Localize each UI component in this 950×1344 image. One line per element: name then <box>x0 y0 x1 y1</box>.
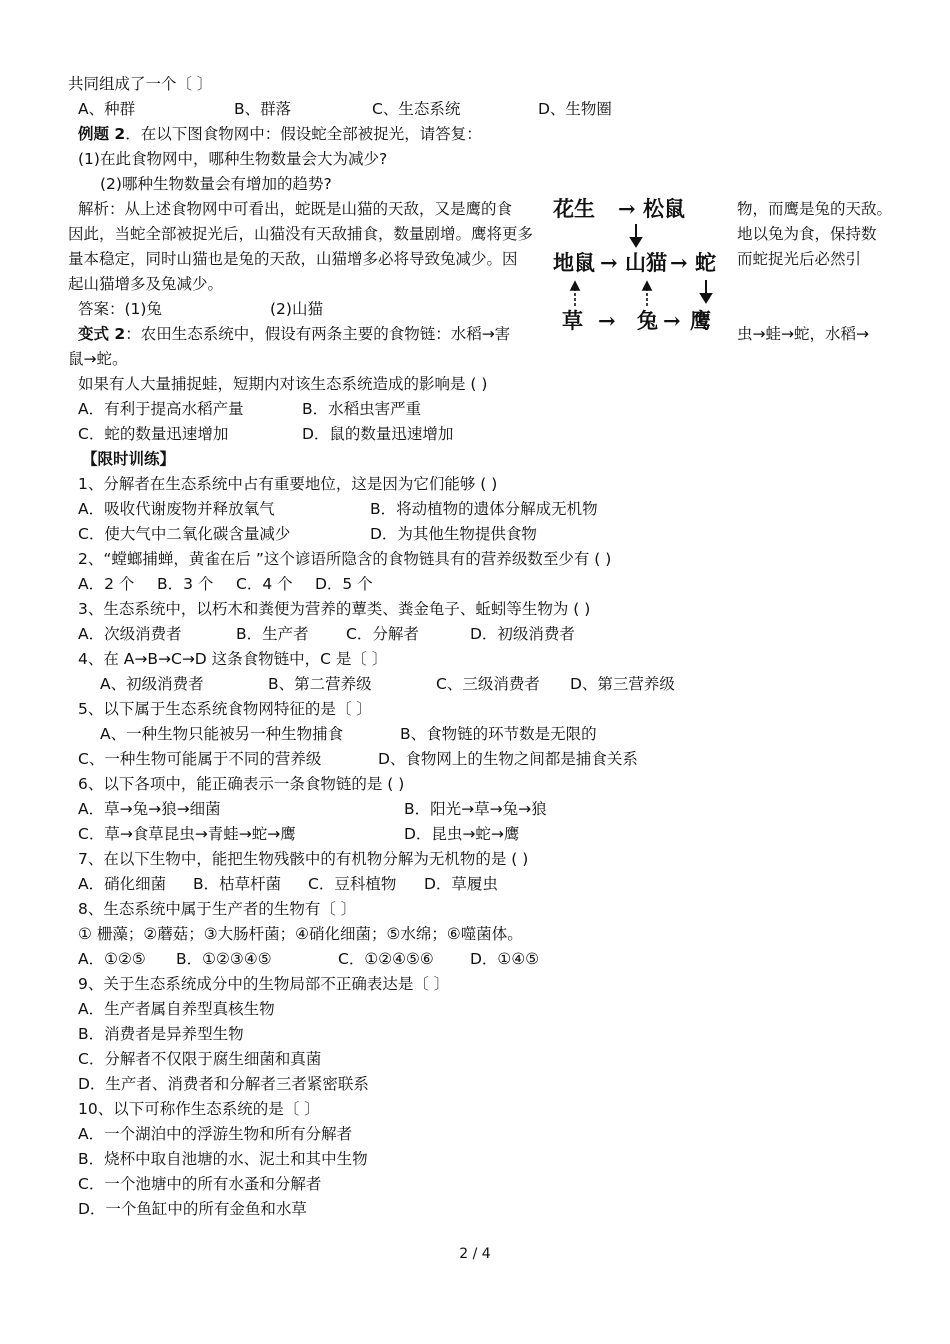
variant2-options-row-1 <box>0 399 950 419</box>
option-a: A．次级消费者 <box>78 625 182 643</box>
option-b: B、第二营养级 <box>268 675 372 693</box>
analysis-line-3-left: 量本稳定，同时山猫也是兔的天敌，山猫增多必将导致兔减少。因 <box>68 250 518 268</box>
q1-options-row-2 <box>0 524 950 544</box>
q1-stem: 1、分解者在生态系统中占有重要地位，这是因为它们能够 ( ) <box>78 475 498 493</box>
option-b: B、群落 <box>234 100 292 118</box>
q9-option-d: D．生产者、消费者和分解者三者紧密联系 <box>78 1075 369 1093</box>
answer-1: 答案：(1)兔 <box>78 300 162 318</box>
arrow-grass-gopher <box>571 282 579 306</box>
option-d: D．①④⑤ <box>470 950 540 968</box>
option-d: D、生物圈 <box>538 100 612 118</box>
node-lynx: 山猫 <box>625 250 667 275</box>
option-c: C．①②④⑤⑥ <box>338 950 434 968</box>
option-c: C．4 个 <box>236 575 293 593</box>
option-a: A．有利于提高水稻产量 <box>78 400 244 418</box>
example2-q1: (1)在此食物网中，哪种生物数量会大为减少? <box>78 150 388 168</box>
option-c: C．蛇的数量迅速增加 <box>78 425 229 443</box>
q5-options-row-1 <box>0 724 950 744</box>
q7-options <box>0 874 950 894</box>
q3-options <box>0 624 950 644</box>
food-web-diagram <box>550 190 730 340</box>
node-gopher: 地鼠 <box>553 250 595 275</box>
example2-answer <box>0 299 950 319</box>
q3-stem: 3、生态系统中，以朽木和粪便为营养的蕈类、粪金龟子、蚯蚓等生物为 ( ) <box>78 600 591 618</box>
node-grass: 草 <box>562 308 583 333</box>
option-c: C．使大气中二氧化碳含量减少 <box>78 525 291 543</box>
q10-option-d: D．一个鱼缸中的所有金鱼和水草 <box>78 1200 307 1218</box>
intro-options <box>0 99 950 119</box>
q7-stem: 7、在以下生物中，能把生物残骸中的有机物分解为无机物的是 ( ) <box>78 850 529 868</box>
q8-stem: 8、生态系统中属于生产者的生物有〔 〕 <box>78 900 357 918</box>
analysis-line-2-left: 因此，当蛇全部被捉光后，山猫没有天敌捕食，数量剧增。鹰将更多 <box>68 225 534 243</box>
q9-option-b: B．消费者是异养型生物 <box>78 1025 244 1043</box>
analysis-line-1-right: 物，而鹰是兔的天敌。 <box>737 200 893 218</box>
option-a: A、一种生物只能被另一种生物捕食 <box>100 725 344 743</box>
analysis-line-4-left: 起山猫增多及兔减少。 <box>68 275 224 293</box>
variant2-stem-right: 虫→蛙→蛇，水稻→ <box>737 325 869 343</box>
example2-label: 例题 2 <box>78 125 126 143</box>
q9-option-a: A．生产者属自养型真核生物 <box>78 1000 275 1018</box>
q10-option-a: A．一个湖泊中的浮游生物和所有分解者 <box>78 1125 353 1143</box>
option-a: A．草→兔→狼→细菌 <box>78 800 221 818</box>
q9-option-c: C．分解者不仅限于腐生细菌和真菌 <box>78 1050 322 1068</box>
analysis-line-1-left: 解析：从上述食物网中可看出，蛇既是山猫的天敌，又是鹰的食 <box>78 200 513 218</box>
option-c: C、生态系统 <box>372 100 461 118</box>
variant2-question: 如果有人大量捕捉蛙，短期内对该生态系统造成的影响是 ( ) <box>78 375 488 393</box>
option-b: B．阳光→草→兔→狼 <box>404 800 547 818</box>
q8-options <box>0 949 950 969</box>
option-a: A．①②⑤ <box>78 950 146 968</box>
arrow-rabbit-eagle: → <box>663 308 681 333</box>
example2-q2: (2)哪种生物数量会有增加的趋势? <box>100 175 332 193</box>
option-b: B．生产者 <box>236 625 309 643</box>
arrow-peanut-squirrel: → <box>618 196 636 221</box>
node-squirrel: 松鼠 <box>643 196 685 221</box>
q9-stem: 9、关于生态系统成分中的生物局部不正确表达是〔 〕 <box>78 975 450 993</box>
q10-stem: 10、以下可称作生态系统的是〔 〕 <box>78 1100 320 1118</box>
page-number: 2 / 4 <box>459 1246 491 1262</box>
variant2-label: 变式 2 <box>78 325 126 343</box>
node-peanut: 花生 <box>553 196 595 221</box>
option-a: A．吸收代谢废物并释放氧气 <box>78 500 275 518</box>
option-c: C、一种生物可能属于不同的营养级 <box>78 750 322 768</box>
q-tail: 共同组成了一个〔 〕 <box>68 75 213 93</box>
variant2-stem-cont: 鼠→蛇。 <box>68 350 128 368</box>
option-d: D、第三营养级 <box>570 675 675 693</box>
option-b: B．将动植物的遗体分解成无机物 <box>370 500 598 518</box>
arrow-lynx-snake: → <box>670 250 688 275</box>
q5-options-row-2 <box>0 749 950 769</box>
q6-stem: 6、以下各项中，能正确表示一条食物链的是 ( ) <box>78 775 405 793</box>
option-c: C．豆科植物 <box>308 875 397 893</box>
option-c: C．分解者 <box>346 625 419 643</box>
arrow-gopher-lynx: → <box>600 250 618 275</box>
option-b: B．枯草杆菌 <box>193 875 282 893</box>
option-b: B．①②③④⑤ <box>176 950 272 968</box>
q10-option-c: C．一个池塘中的所有水蚤和分解者 <box>78 1175 322 1193</box>
arrow-snake-eagle <box>701 280 711 302</box>
q6-options-row-2 <box>0 824 950 844</box>
example2-stem-text: ．在以下图食物网中：假设蛇全部被捉光，请答复： <box>125 125 482 143</box>
option-a: A、初级消费者 <box>100 675 204 693</box>
node-eagle: 鹰 <box>690 308 711 333</box>
q2-options <box>0 574 950 594</box>
arrow-squirrel-lynx <box>631 224 641 246</box>
option-a: A．硝化细菌 <box>78 875 167 893</box>
answer-2: (2)山猫 <box>270 300 323 318</box>
q5-stem: 5、以下属于生态系统食物网特征的是〔 〕 <box>78 700 372 718</box>
option-b: B．3 个 <box>157 575 214 593</box>
training-title: 【限时训练】 <box>82 450 176 468</box>
analysis-line-3-right: 而蛇捉光后必然引 <box>737 250 862 268</box>
option-d: D．为其他生物提供食物 <box>370 525 537 543</box>
q2-stem: 2、“螳螂捕蝉，黄雀在后 ”这个谚语所隐含的食物链具有的营养级数至少有 ( ) <box>78 550 612 568</box>
variant2-options-row-2 <box>0 424 950 444</box>
q4-stem: 4、在 A→B→C→D 这条食物链中，C 是〔 〕 <box>78 650 388 668</box>
option-d: D．初级消费者 <box>470 625 575 643</box>
option-a: A．2 个 <box>78 575 135 593</box>
option-d: D．鼠的数量迅速增加 <box>302 425 454 443</box>
variant2-stem-left: ：农田生态系统中，假设有两条主要的食物链：水稻→害 <box>125 325 511 343</box>
option-b: B．水稻虫害严重 <box>302 400 422 418</box>
node-snake: 蛇 <box>695 250 716 275</box>
option-c: C、三级消费者 <box>436 675 540 693</box>
option-d: D．草履虫 <box>424 875 498 893</box>
arrow-rabbit-lynx <box>643 282 651 306</box>
option-a: A、种群 <box>78 100 136 118</box>
q6-options-row-1 <box>0 799 950 819</box>
option-b: B、食物链的环节数是无限的 <box>400 725 597 743</box>
node-rabbit: 兔 <box>637 308 658 333</box>
option-c: C．草→食草昆虫→青蛙→蛇→鹰 <box>78 825 296 843</box>
analysis-line-2-right: 地以兔为食，保持数 <box>737 225 877 243</box>
q4-options <box>0 674 950 694</box>
q8-list: ① 栅藻；②蘑菇；③大肠杆菌；④硝化细菌；⑤水绵；⑥噬菌体。 <box>78 925 523 943</box>
q10-option-b: B．烧杯中取自池塘的水、泥土和其中生物 <box>78 1150 368 1168</box>
example2-stem <box>78 124 482 144</box>
option-d: D、食物网上的生物之间都是捕食关系 <box>378 750 638 768</box>
option-d: D．5 个 <box>315 575 373 593</box>
q1-options-row-1 <box>0 499 950 519</box>
option-d: D．昆虫→蛇→鹰 <box>404 825 520 843</box>
arrow-grass-rabbit: → <box>598 308 616 333</box>
variant2-stem <box>78 324 510 344</box>
